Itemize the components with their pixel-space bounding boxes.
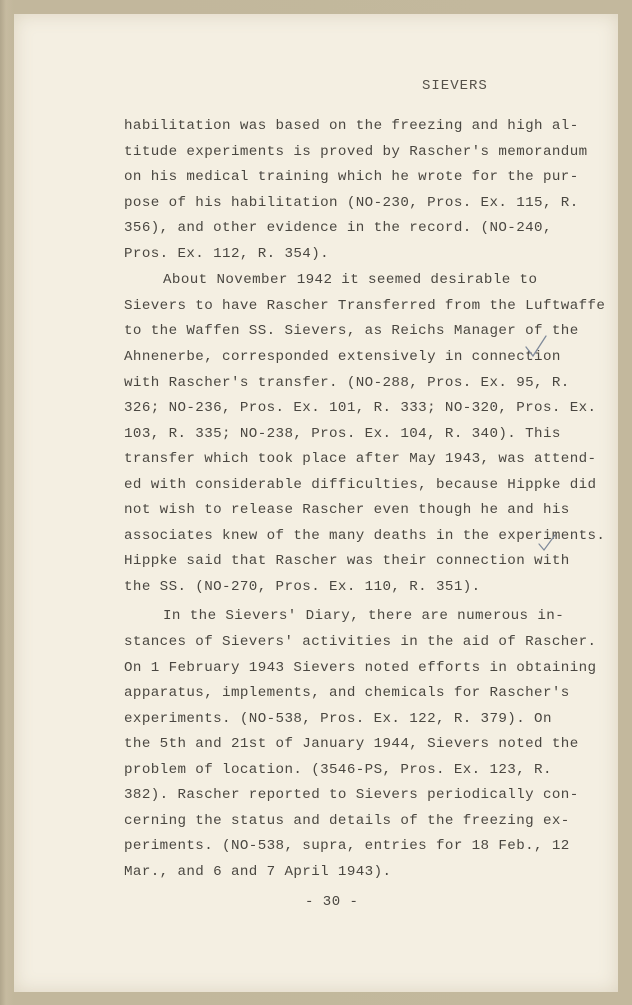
text-line: Sievers to have Rascher Transferred from the Luftwaffe <box>124 297 606 314</box>
text-line: periments. (NO-538, supra, entries for 18 Feb., 12 <box>124 838 570 855</box>
text-line: the SS. (NO-270, Pros. Ex. 110, R. 351). <box>124 578 481 595</box>
text-line: to the Waffen SS. Sievers, as Reichs Manager of the <box>124 323 579 340</box>
text-line: 326; NO-236, Pros. Ex. 101, R. 333; NO-320, Pros. Ex. <box>124 400 597 417</box>
text-line: 103, R. 335; NO-238, Pros. Ex. 104, R. 340). This <box>124 425 561 442</box>
text-line: Mar., and 6 and 7 April 1943). <box>124 863 392 880</box>
text-line: ed with considerable difficulties, because Hippke did <box>124 476 597 493</box>
text-line: On 1 February 1943 Sievers noted efforts in obtaining <box>124 659 597 676</box>
text-line: not wish to release Rascher even though he and his <box>124 502 570 519</box>
text-line: problem of location. (3546-PS, Pros. Ex. 123, R. <box>124 761 552 778</box>
text-line: 356), and other evidence in the record. (NO-240, <box>124 220 552 237</box>
text-line: associates knew of the many deaths in the experiments. <box>124 527 606 544</box>
text-line: on his medical training which he wrote for the pur- <box>124 169 579 186</box>
text-line: Ahnenerbe, corresponded extensively in connection <box>124 348 561 365</box>
text-line: habilitation was based on the freezing and high al- <box>124 118 579 134</box>
text-line: the 5th and 21st of January 1944, Sievers noted the <box>124 736 579 753</box>
text-line: Hippke said that Rascher was their connection with <box>124 553 570 570</box>
text-line: transfer which took place after May 1943, was attend- <box>124 451 597 468</box>
text-line: stances of Sievers' activities in the aid of Rascher. <box>124 634 597 650</box>
check-mark-icon <box>537 533 557 553</box>
text-line: In the Sievers' Diary, there are numerous in- <box>163 608 565 625</box>
text-line: apparatus, implements, and chemicals for Rascher's <box>124 685 570 702</box>
page-number: - 30 - <box>305 894 359 910</box>
check-mark-icon <box>524 335 548 359</box>
text-line: with Rascher's transfer. (NO-288, Pros. Ex. 95, R. <box>124 374 570 391</box>
text-line: Pros. Ex. 112, R. 354). <box>124 245 330 262</box>
text-line: 382). Rascher reported to Sievers periodically con- <box>124 787 579 804</box>
running-header: SIEVERS <box>422 78 488 94</box>
text-line: experiments. (NO-538, Pros. Ex. 122, R. 379). On <box>124 710 552 727</box>
text-line: pose of his habilitation (NO-230, Pros. Ex. 115, R. <box>124 194 579 211</box>
text-line: About November 1942 it seemed desirable to <box>163 272 538 289</box>
text-line: titude experiments is proved by Rascher's memorandum <box>124 143 588 160</box>
text-line: cerning the status and details of the freezing ex- <box>124 812 570 829</box>
